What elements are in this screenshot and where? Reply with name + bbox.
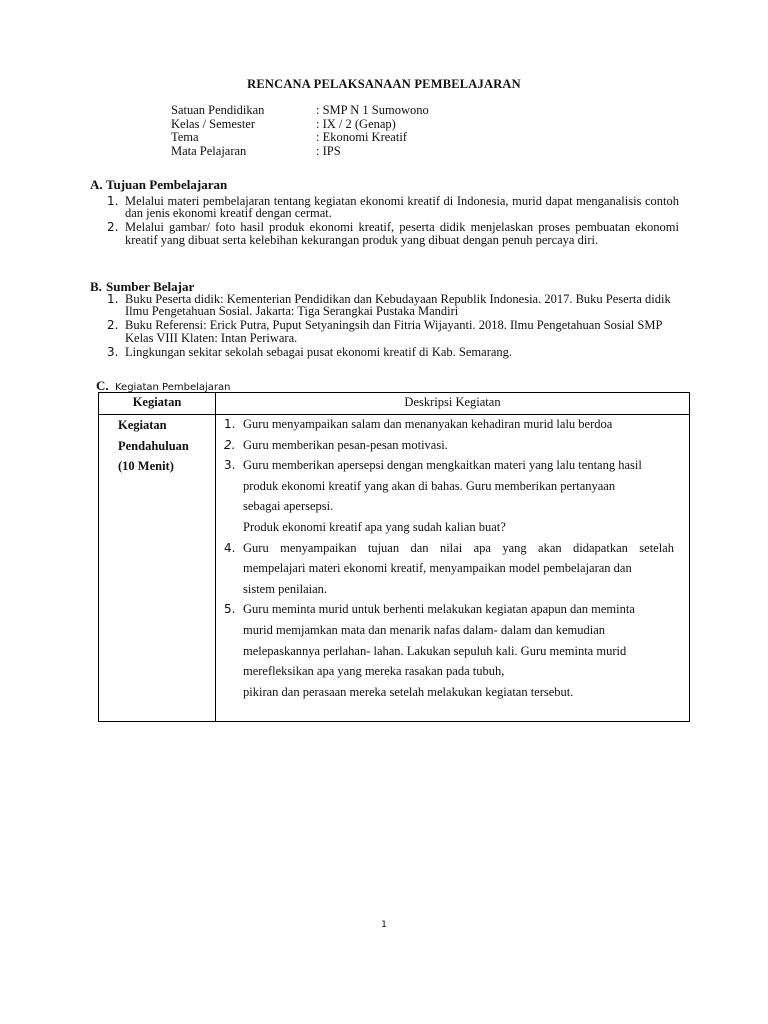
list-number: 3. [107, 344, 119, 359]
document-title: RENCANA PELAKSANAAN PEMBELAJARAN [247, 77, 521, 91]
item-text: merefleksikan apa yang mereka rasakan pada tubuh, [243, 664, 505, 679]
list-number: 2. [107, 220, 119, 235]
meta-key: Tema [171, 130, 199, 144]
phase-line: (10 Menit) [118, 459, 174, 474]
tujuan-list [107, 195, 679, 248]
item-number: 4. [224, 540, 236, 555]
list-number: 1. [107, 194, 119, 208]
meta-value: : Ekonomi Kreatif [316, 130, 407, 144]
description-line [224, 455, 674, 476]
meta-value: : SMP N 1 Sumowono [316, 103, 429, 117]
list-text: Melalui gambar/ foto hasil produk ekonomi kreatif, peserta didik menjelaskan proses pembuatan ekonomi kreatif yang dibuat serta kelebihan kekurangan produk yang dibuat dengan penuh percaya diri. [125, 220, 679, 247]
section-letter: B. [90, 279, 102, 294]
sumber-list [107, 293, 679, 360]
phase-line: Pendahuluan [118, 438, 189, 453]
activity-table [98, 392, 690, 722]
description-line [224, 517, 674, 538]
item-text: mempelajari materi ekonomi kreatif, menyampaikan model pembelajaran dan [243, 561, 632, 576]
activity-phase-cell [118, 415, 189, 477]
item-number: 2. [224, 437, 236, 452]
meta-value: : IPS [316, 143, 341, 158]
description-line [224, 538, 674, 559]
section-a-heading [90, 177, 227, 193]
item-text: Guru memberikan pesan-pesan motivasi. [243, 437, 448, 452]
item-text: Guru menyampaikan salam dan menanyakan kehadiran murid lalu berdoa [243, 417, 613, 431]
description-line [224, 620, 674, 641]
section-title: Tujuan Pembelajaran [106, 177, 228, 192]
description-line [224, 476, 674, 497]
item-number: 3. [224, 458, 236, 473]
meta-key: Mata Pelajaran [171, 143, 247, 158]
list-text: Buku Referensi: Erick Putra, Puput Setyaningsih dan Fitria Wijayanti. 2018. Ilmu Pengetahuan Sosial SMP Kelas VIII Klaten: Intan Periwara. [125, 318, 662, 345]
description-line [224, 579, 674, 600]
list-text: Lingkungan sekitar sekolah sebagai pusat ekonomi kreatif di Kab. Semarang. [125, 344, 513, 359]
description-line [224, 496, 674, 517]
list-item [107, 221, 679, 245]
list-item [107, 346, 679, 358]
item-text: murid memjamkan mata dan menarik nafas dalam- dalam dan kemudian [243, 622, 606, 637]
item-number: 1. [224, 417, 236, 431]
description-line [224, 682, 674, 703]
description-line [224, 599, 674, 620]
description-line [224, 414, 674, 435]
description-line [224, 435, 674, 456]
item-text: pikiran dan perasaan mereka setelah melakukan kegiatan tersebut. [243, 684, 574, 699]
item-number: 5. [224, 602, 236, 617]
section-title: Sumber Belajar [106, 279, 195, 294]
description-line [224, 641, 674, 662]
item-text: Guru meminta murid untuk berhenti melakukan kegiatan apapun dan meminta [243, 602, 635, 617]
list-item [107, 195, 679, 219]
description-line [224, 661, 674, 682]
table-header-kegiatan: Kegiatan [132, 395, 182, 409]
section-letter: A. [90, 177, 103, 192]
item-text: Guru memberikan apersepsi dengan mengkaitkan materi yang lalu tentang hasil [243, 458, 642, 473]
item-text: Guru menyampaikan tujuan dan nilai apa yang akan didapatkan setelah [243, 540, 674, 555]
meta-value: : IX / 2 (Genap) [316, 116, 396, 131]
item-text: Produk ekonomi kreatif apa yang sudah kalian buat? [243, 519, 506, 534]
meta-key: Kelas / Semester [171, 116, 256, 131]
list-number: 1. [107, 292, 119, 306]
section-title: Kegiatan Pembelajaran [115, 382, 231, 393]
item-text: sistem penilaian. [243, 581, 328, 596]
description-line [224, 558, 674, 579]
list-text: Melalui materi pembelajaran tentang kegiatan ekonomi kreatif di Indonesia, murid dapat menganalisis contoh dan jenis ekonomi kreatif dengan cermat. [125, 194, 679, 221]
page-number: 1 [381, 920, 387, 930]
meta-key: Satuan Pendidikan [171, 103, 265, 117]
table-header-deskripsi: Deskripsi Kegiatan [404, 395, 501, 409]
item-text: produk ekonomi kreatif yang akan di bahas. Guru memberikan pertanyaan [243, 478, 616, 493]
activity-description-cell [224, 414, 674, 702]
phase-line: Kegiatan [118, 418, 167, 432]
table-column-divider [215, 393, 216, 721]
list-number: 2. [107, 318, 119, 333]
item-text: melepaskannya perlahan- lahan. Lakukan sepuluh kali. Guru meminta murid [243, 643, 627, 658]
list-item [107, 293, 679, 317]
list-text: Buku Peserta didik: Kementerian Pendidikan dan Kebudayaan Republik Indonesia. 2017. Buku Peserta didik Ilmu Pengetahuan Sosial. Jakarta: Tiga Serangkai Pustaka Mandiri [125, 292, 671, 319]
item-text: sebagai apersepsi. [243, 499, 334, 514]
section-letter: C. [96, 378, 109, 393]
list-item [107, 319, 679, 343]
